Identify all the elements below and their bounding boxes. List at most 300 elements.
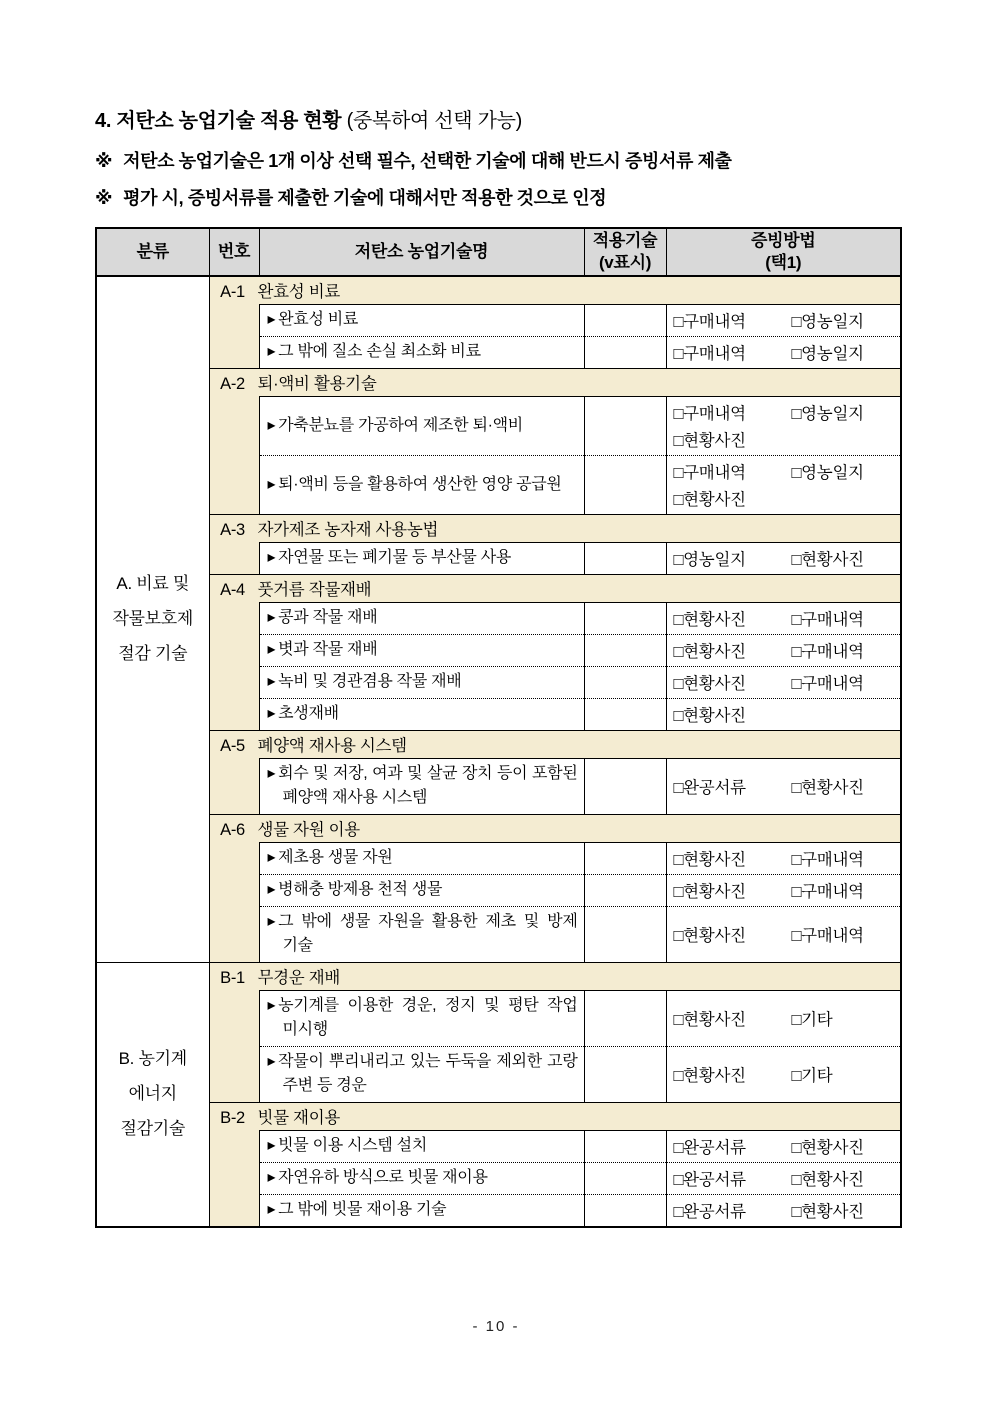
applied-mark-cell — [584, 1047, 666, 1103]
section-title: 자가제조 농자재 사용농법 — [257, 521, 439, 540]
evidence-cell — [666, 699, 901, 731]
tech-name-cell — [259, 397, 584, 456]
applied-mark-cell — [584, 337, 666, 369]
checkbox-icon: □ — [673, 1139, 684, 1158]
evidence-option — [674, 340, 792, 364]
column-header-line: 증빙방법 — [751, 231, 816, 250]
applied-mark-cell — [584, 907, 666, 963]
tech-name-cell — [259, 603, 584, 635]
checkbox-icon: □ — [673, 927, 684, 946]
section-header-row — [96, 515, 901, 543]
bullet-triangle-icon: ▸ — [267, 343, 276, 361]
checkbox-icon: □ — [791, 1203, 802, 1222]
evidence-option-label: 현황사진 — [683, 707, 746, 726]
evidence-options — [674, 1006, 897, 1030]
evidence-options — [674, 702, 897, 726]
checkbox-icon: □ — [791, 1171, 802, 1190]
section-title-cell — [209, 1103, 901, 1131]
tech-name: ▸ 빗물 이용 시스템 설치 — [267, 1137, 427, 1155]
tech-row — [96, 543, 901, 575]
applied-mark-cell — [584, 543, 666, 575]
checkbox-icon: □ — [673, 883, 684, 902]
evidence-cell — [666, 603, 901, 635]
column-header-line: 분류 — [136, 242, 169, 262]
applied-mark-cell — [584, 875, 666, 907]
checkbox-icon: □ — [673, 1171, 684, 1190]
applied-mark-cell — [584, 1163, 666, 1195]
evidence-option-label: 영농일지 — [801, 464, 864, 483]
bullet-triangle-icon: ▸ — [267, 609, 276, 627]
section-title-cell — [209, 815, 901, 843]
tech-name-cell — [259, 456, 584, 515]
section-header-row — [96, 369, 901, 397]
section-title-cell — [209, 731, 901, 759]
section-title: 생물 자원 이용 — [257, 821, 360, 840]
evidence-option — [792, 1166, 897, 1190]
section-number-strip — [209, 759, 259, 815]
page-title-main: 4. 저탄소 농업기술 적용 현황 — [95, 110, 342, 132]
evidence-option — [674, 459, 792, 483]
evidence-cell — [666, 759, 901, 815]
tech-name-cell — [259, 759, 584, 815]
section-header-row — [96, 575, 901, 603]
tech-table — [95, 227, 902, 1228]
checkbox-icon: □ — [673, 779, 684, 798]
page-title-suffix: (중복하여 선택 가능) — [346, 110, 522, 132]
tech-name: ▸ 초생재배 — [267, 705, 339, 723]
checkbox-icon: □ — [791, 1067, 802, 1086]
section-number: B-1 — [220, 969, 245, 988]
evidence-option-label: 현황사진 — [801, 1171, 864, 1190]
evidence-options — [674, 308, 897, 332]
section-title: 풋거름 작물재배 — [257, 581, 372, 600]
tech-row — [96, 1131, 901, 1163]
checkbox-icon: □ — [673, 405, 684, 424]
section-header-row — [96, 963, 901, 991]
evidence-option — [792, 459, 897, 483]
evidence-option — [674, 546, 792, 570]
evidence-option — [792, 308, 897, 332]
section-title: 퇴·액비 활용기술 — [257, 375, 377, 394]
evidence-option-label: 영농일지 — [683, 551, 746, 570]
evidence-option — [792, 922, 897, 946]
section-title-cell — [209, 515, 901, 543]
section-number-strip — [209, 991, 259, 1103]
tech-row — [96, 991, 901, 1047]
checkbox-icon: □ — [791, 779, 802, 798]
tech-row — [96, 305, 901, 337]
evidence-cell — [666, 991, 901, 1047]
evidence-option — [792, 670, 897, 694]
tech-name-cell — [259, 1047, 584, 1103]
column-header-applied — [584, 228, 666, 276]
tech-row — [96, 759, 901, 815]
checkbox-icon: □ — [791, 1139, 802, 1158]
tech-row — [96, 843, 901, 875]
bullet-triangle-icon: ▸ — [267, 705, 276, 723]
evidence-cell — [666, 305, 901, 337]
evidence-option-label: 구매내역 — [801, 927, 864, 946]
note-line-1 — [95, 150, 900, 173]
applied-mark-cell — [584, 397, 666, 456]
evidence-cell — [666, 843, 901, 875]
tech-name: ▸ 농기계를 이용한 경운, 정지 및 평탄 작업 미시행 — [267, 997, 578, 1039]
evidence-cell — [666, 1047, 901, 1103]
section-number-strip — [209, 543, 259, 575]
bullet-triangle-icon: ▸ — [267, 881, 276, 899]
evidence-option — [674, 606, 792, 630]
evidence-option — [792, 340, 897, 364]
category-label — [96, 276, 209, 963]
evidence-option — [674, 702, 792, 726]
category-label-line: 절감 기술 — [118, 644, 188, 664]
evidence-option-label: 현황사진 — [683, 1011, 746, 1030]
column-header-evidence — [666, 228, 901, 276]
evidence-option — [674, 1198, 792, 1222]
checkbox-icon: □ — [673, 851, 684, 870]
section-title-cell — [209, 575, 901, 603]
evidence-option-label: 완공서류 — [683, 1171, 746, 1190]
section-title-cell — [209, 963, 901, 991]
tech-name: ▸ 퇴·액비 등을 활용하여 생산한 영양 공급원 — [267, 475, 562, 493]
checkbox-icon: □ — [791, 405, 802, 424]
evidence-cell — [666, 635, 901, 667]
evidence-option — [674, 1134, 792, 1158]
category-label-line: B. 농기계 — [118, 1049, 187, 1069]
evidence-options — [674, 1134, 897, 1158]
evidence-options — [674, 670, 897, 694]
column-header-line: (택1) — [765, 253, 802, 273]
category-label — [96, 963, 209, 1228]
section-header-row — [96, 815, 901, 843]
checkbox-icon: □ — [673, 313, 684, 332]
checkbox-icon: □ — [673, 432, 684, 451]
evidence-option-label: 기타 — [801, 1011, 833, 1030]
section-number: A-3 — [220, 521, 245, 540]
evidence-option — [792, 878, 897, 902]
evidence-options — [674, 546, 897, 570]
tech-name: ▸ 회수 및 저장, 여과 및 살균 장치 등이 포함된 폐양액 재사용 시스템 — [267, 765, 578, 807]
evidence-options — [674, 1198, 897, 1222]
column-header-line: 적용기술 — [592, 231, 658, 250]
tech-name-cell — [259, 667, 584, 699]
bullet-triangle-icon: ▸ — [267, 311, 276, 329]
evidence-option-label: 영농일지 — [801, 313, 864, 332]
checkbox-icon: □ — [673, 707, 684, 726]
table-body — [96, 276, 901, 1227]
applied-mark-cell — [584, 603, 666, 635]
evidence-option-label: 현황사진 — [683, 675, 746, 694]
evidence-option — [792, 774, 897, 798]
evidence-option-label: 현황사진 — [801, 551, 864, 570]
evidence-options — [674, 606, 897, 630]
applied-mark-cell — [584, 759, 666, 815]
section-title: 완효성 비료 — [257, 283, 340, 302]
applied-mark-cell — [584, 635, 666, 667]
section-title-cell — [209, 369, 901, 397]
checkbox-icon: □ — [673, 1067, 684, 1086]
section-title: 무경운 재배 — [257, 969, 340, 988]
note-text: 저탄소 농업기술은 1개 이상 선택 필수, 선택한 기술에 대해 반드시 증빙서류 제출 — [123, 151, 732, 171]
applied-mark-cell — [584, 699, 666, 731]
checkbox-icon: □ — [673, 675, 684, 694]
evidence-option — [674, 1166, 792, 1190]
evidence-option — [674, 774, 792, 798]
checkbox-icon: □ — [791, 675, 802, 694]
evidence-cell — [666, 543, 901, 575]
bullet-triangle-icon: ▸ — [267, 849, 276, 867]
checkbox-icon: □ — [791, 313, 802, 332]
bullet-triangle-icon: ▸ — [267, 1137, 276, 1155]
evidence-options — [674, 638, 897, 662]
evidence-cell — [666, 875, 901, 907]
bullet-triangle-icon: ▸ — [267, 1169, 276, 1187]
evidence-cell — [666, 667, 901, 699]
tech-name-cell — [259, 991, 584, 1047]
header-row — [96, 228, 901, 276]
evidence-option — [674, 878, 792, 902]
section-number: A-5 — [220, 737, 245, 756]
tech-name-cell — [259, 843, 584, 875]
evidence-cell — [666, 1163, 901, 1195]
tech-name-cell — [259, 635, 584, 667]
bullet-triangle-icon: ▸ — [267, 913, 276, 931]
evidence-option-label: 영농일지 — [801, 405, 864, 424]
evidence-option-label: 구매내역 — [683, 464, 746, 483]
section-title-cell — [209, 276, 901, 305]
checkbox-icon: □ — [791, 1011, 802, 1030]
bullet-triangle-icon: ▸ — [267, 673, 276, 691]
checkbox-icon: □ — [791, 611, 802, 630]
tech-name-cell — [259, 1163, 584, 1195]
evidence-option — [792, 638, 897, 662]
column-header-line: (v표시) — [598, 253, 652, 273]
reference-mark-icon: ※ — [95, 187, 113, 208]
evidence-option-label: 구매내역 — [683, 405, 746, 424]
evidence-option — [792, 546, 897, 570]
evidence-option-label: 완공서류 — [683, 1203, 746, 1222]
applied-mark-cell — [584, 843, 666, 875]
category-label-line: 절감기술 — [120, 1119, 185, 1139]
evidence-option — [674, 1006, 792, 1030]
tech-name-cell — [259, 699, 584, 731]
column-header-tech-name — [259, 228, 584, 276]
evidence-option-label: 현황사진 — [683, 611, 746, 630]
bullet-triangle-icon: ▸ — [267, 475, 276, 493]
evidence-option-label: 구매내역 — [801, 883, 864, 902]
tech-name: ▸ 그 밖에 빗물 재이용 기술 — [267, 1201, 447, 1219]
tech-name: ▸ 완효성 비료 — [267, 311, 359, 329]
applied-mark-cell — [584, 991, 666, 1047]
section-number-strip — [209, 397, 259, 515]
evidence-option — [792, 1134, 897, 1158]
tech-row — [96, 397, 901, 456]
evidence-option — [674, 486, 792, 510]
applied-mark-cell — [584, 305, 666, 337]
tech-name-cell — [259, 875, 584, 907]
evidence-option-label: 현황사진 — [683, 1067, 746, 1086]
evidence-options — [674, 846, 897, 870]
bullet-triangle-icon: ▸ — [267, 641, 276, 659]
checkbox-icon: □ — [673, 551, 684, 570]
bullet-triangle-icon: ▸ — [267, 1201, 276, 1219]
evidence-option — [674, 308, 792, 332]
section-number: A-1 — [220, 283, 245, 302]
section-number-strip — [209, 1131, 259, 1228]
evidence-option-label: 기타 — [801, 1067, 833, 1086]
evidence-option-label: 현황사진 — [683, 851, 746, 870]
checkbox-icon: □ — [673, 1011, 684, 1030]
bullet-triangle-icon: ▸ — [267, 997, 276, 1015]
evidence-cell — [666, 456, 901, 515]
evidence-option — [674, 846, 792, 870]
note-text: 평가 시, 증빙서류를 제출한 기술에 대해서만 적용한 것으로 인정 — [123, 187, 607, 208]
note-line-2 — [95, 187, 900, 210]
evidence-option-label: 완공서류 — [683, 1139, 746, 1158]
tech-name: ▸ 그 밖에 질소 손실 최소화 비료 — [267, 343, 481, 361]
evidence-option-label: 현황사진 — [683, 927, 746, 946]
section-number: A-6 — [220, 821, 245, 840]
tech-name: ▸ 자연유하 방식으로 빗물 재이용 — [267, 1169, 488, 1187]
bullet-triangle-icon: ▸ — [267, 416, 276, 434]
tech-name-cell — [259, 1195, 584, 1228]
column-header-line: 저탄소 농업기술명 — [354, 242, 489, 262]
column-header-category — [96, 228, 209, 276]
evidence-cell — [666, 337, 901, 369]
section-header-row — [96, 1103, 901, 1131]
column-header-number — [209, 228, 259, 276]
column-header-line: 번호 — [217, 242, 251, 262]
section-number-strip — [209, 843, 259, 963]
tech-row — [96, 603, 901, 635]
reference-mark-icon: ※ — [95, 151, 113, 171]
checkbox-icon: □ — [791, 551, 802, 570]
evidence-option-label: 완공서류 — [683, 779, 746, 798]
evidence-option-label: 구매내역 — [683, 345, 746, 364]
tech-name: ▸ 녹비 및 경관겸용 작물 재배 — [267, 673, 462, 691]
tech-name-cell — [259, 305, 584, 337]
section-header-row — [96, 276, 901, 305]
section-number: B-2 — [220, 1109, 245, 1128]
tech-name: ▸ 제초용 생물 자원 — [267, 849, 393, 867]
evidence-option-label: 현황사진 — [683, 883, 746, 902]
evidence-option-label: 현황사진 — [683, 491, 746, 510]
section-title: 빗물 재이용 — [257, 1109, 340, 1128]
checkbox-icon: □ — [791, 464, 802, 483]
page-number: - 10 - — [472, 1318, 520, 1335]
evidence-options — [674, 1062, 897, 1086]
evidence-options — [674, 459, 897, 510]
tech-name: ▸ 작물이 뿌리내리고 있는 두둑을 제외한 고랑 주변 등 경운 — [267, 1053, 578, 1095]
evidence-options — [674, 922, 897, 946]
tech-name: ▸ 볏과 작물 재배 — [267, 641, 378, 659]
evidence-options — [674, 878, 897, 902]
tech-name-cell — [259, 907, 584, 963]
table-header-row — [96, 228, 901, 276]
checkbox-icon: □ — [673, 491, 684, 510]
section-number-strip — [209, 305, 259, 369]
section-number-strip — [209, 603, 259, 731]
applied-mark-cell — [584, 1131, 666, 1163]
evidence-option — [674, 427, 792, 451]
checkbox-icon: □ — [791, 643, 802, 662]
bullet-triangle-icon: ▸ — [267, 549, 276, 567]
applied-mark-cell — [584, 1195, 666, 1228]
checkbox-icon: □ — [673, 464, 684, 483]
checkbox-icon: □ — [791, 883, 802, 902]
bullet-triangle-icon: ▸ — [267, 765, 276, 783]
checkbox-icon: □ — [673, 643, 684, 662]
tech-name: ▸ 그 밖에 생물 자원을 활용한 제초 및 방제 기술 — [267, 913, 578, 955]
category-label-line: 에너지 — [128, 1084, 177, 1104]
applied-mark-cell — [584, 456, 666, 515]
category-label-line: A. 비료 및 — [116, 574, 190, 594]
checkbox-icon: □ — [673, 1203, 684, 1222]
section-number: A-4 — [220, 581, 245, 600]
evidence-option-label: 현황사진 — [801, 1139, 864, 1158]
bullet-triangle-icon: ▸ — [267, 1053, 276, 1071]
evidence-option — [792, 1198, 897, 1222]
category-label-line: 작물보호제 — [112, 609, 194, 629]
evidence-option — [674, 922, 792, 946]
evidence-option-label: 구매내역 — [683, 313, 746, 332]
evidence-option-label: 현황사진 — [683, 643, 746, 662]
evidence-option — [792, 606, 897, 630]
evidence-option-label: 구매내역 — [801, 851, 864, 870]
tech-name-cell — [259, 337, 584, 369]
evidence-option-label: 구매내역 — [801, 643, 864, 662]
tech-name: ▸ 병해충 방제용 천적 생물 — [267, 881, 443, 899]
evidence-option-label: 현황사진 — [683, 432, 746, 451]
tech-name-cell — [259, 1131, 584, 1163]
tech-name: ▸ 콩과 작물 재배 — [267, 609, 378, 627]
evidence-option — [674, 400, 792, 424]
checkbox-icon: □ — [791, 851, 802, 870]
evidence-cell — [666, 1195, 901, 1228]
tech-name: ▸ 자연물 또는 폐기물 등 부산물 사용 — [267, 549, 512, 567]
evidence-options — [674, 400, 897, 451]
evidence-option — [792, 400, 897, 424]
evidence-option — [674, 1062, 792, 1086]
checkbox-icon: □ — [791, 927, 802, 946]
evidence-option — [674, 638, 792, 662]
tech-name: ▸ 가축분뇨를 가공하여 제조한 퇴·액비 — [267, 416, 523, 434]
evidence-option — [674, 670, 792, 694]
evidence-option-label: 현황사진 — [801, 1203, 864, 1222]
checkbox-icon: □ — [673, 611, 684, 630]
page-title — [95, 108, 900, 134]
applied-mark-cell — [584, 667, 666, 699]
evidence-option — [792, 1006, 897, 1030]
evidence-option-label: 구매내역 — [801, 611, 864, 630]
evidence-options — [674, 774, 897, 798]
evidence-option-label: 현황사진 — [801, 779, 864, 798]
evidence-options — [674, 340, 897, 364]
evidence-option-label: 영농일지 — [801, 345, 864, 364]
evidence-option — [792, 1062, 897, 1086]
section-number: A-2 — [220, 375, 245, 394]
tech-name-cell — [259, 543, 584, 575]
evidence-cell — [666, 397, 901, 456]
evidence-cell — [666, 907, 901, 963]
evidence-option-label: 구매내역 — [801, 675, 864, 694]
evidence-option — [792, 846, 897, 870]
section-header-row — [96, 731, 901, 759]
evidence-options — [674, 1166, 897, 1190]
section-title: 폐양액 재사용 시스템 — [257, 737, 407, 756]
evidence-cell — [666, 1131, 901, 1163]
checkbox-icon: □ — [791, 345, 802, 364]
